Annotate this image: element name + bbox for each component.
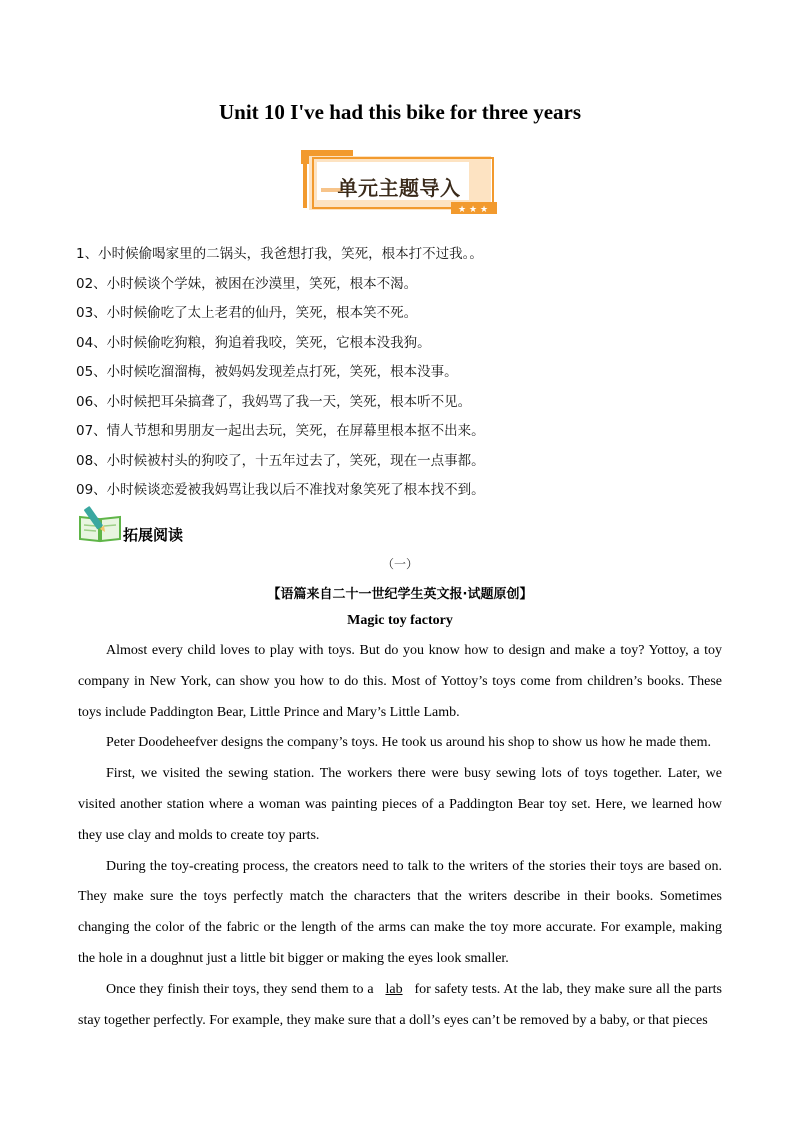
underlined-word: lab	[385, 981, 403, 997]
paragraph: First, we visited the sewing station. The workers there were busy sewing lots of toys together. Later, we visited another station where a woman was painting pieces of a Paddington Bear toy set. Here, we learned how they use clay and molds to create toy parts.	[78, 766, 722, 843]
list-item: 04、小时候偷吃狗粮，狗追着我咬，笑死，它根本没我狗。	[76, 334, 431, 351]
list-item: 05、小时候吃溜溜梅，被妈妈发现差点打死，笑死，根本没事。	[76, 364, 458, 380]
paragraph: During the toy-creating process, the creators need to talk to the writers of the stories their toys are based on. They make sure the toys perfectly match the characters that the writers describe in their books. Sometimes changing the color of the fabric or the length of the arms can make the toy more accurate. For example, making the hole in a doughnut just a little bit bigger or making the eyes look smaller.	[78, 858, 722, 966]
list-item: 1、小时候偷喝家里的二锅头，我爸想打我，笑死，根本打不过我。。	[76, 246, 483, 262]
list-item: 08、小时候被村头的狗咬了，十五年过去了，笑死，现在一点事都。	[76, 452, 485, 469]
paragraph: Almost every child loves to play with toys. But do you know how to design and make a toy? Yottoy, a toy company in New York, can show you how to do this. Most of Yottoy’s toys come from children’s books. These toys include Paddington Bear, Little Prince and Mary’s Little Lamb.	[78, 643, 722, 720]
list-item: 07、情人节想和男朋友一起出去玩，笑死，在屏幕里根本抠不出来。	[76, 423, 485, 439]
banner-label: 单元主题导入	[337, 176, 461, 200]
article-title: Magic toy factory	[347, 613, 453, 628]
list-item: 02、小时候谈个学妹，被困在沙漠里，笑死，根本不渴。	[76, 275, 418, 292]
unit-theme-banner	[301, 148, 497, 214]
reading-passage	[78, 636, 722, 1036]
book-pencil-icon	[78, 503, 122, 543]
paragraph-text: Once they finish their toys, they send them to a	[106, 981, 374, 997]
section-title: 拓展阅读	[123, 526, 184, 544]
svg-text:★: ★	[480, 204, 489, 214]
paragraph: Peter Doodeheefver designs the company’s toys. He took us around his shop to show us how he made them.	[106, 735, 712, 751]
list-item: 03、小时候偷吃了太上老君的仙丹，笑死，根本笑不死。	[76, 305, 418, 321]
joke-list	[76, 240, 485, 506]
paragraph	[78, 975, 722, 1037]
page-title: Unit 10 I've had this bike for three years	[218, 100, 582, 124]
part-number: （一）	[381, 557, 418, 571]
list-item: 09、小时候谈恋爱被我妈骂让我以后不准找对象笑死了根本找不到。	[76, 482, 485, 498]
svg-text:★: ★	[469, 204, 478, 214]
svg-text:★: ★	[458, 204, 467, 214]
paragraph-text: for safety tests. At the lab, they make sure all the parts stay together perfectly. For example, they make sure that a doll’s eyes can’t be removed by a baby, or that pieces	[78, 981, 722, 1028]
list-item: 06、小时候把耳朵搞聋了，我妈骂了我一天，笑死，根本听不见。	[76, 393, 472, 410]
source-note: 【语篇来自二十一世纪学生英文报·试题原创】	[267, 587, 533, 602]
